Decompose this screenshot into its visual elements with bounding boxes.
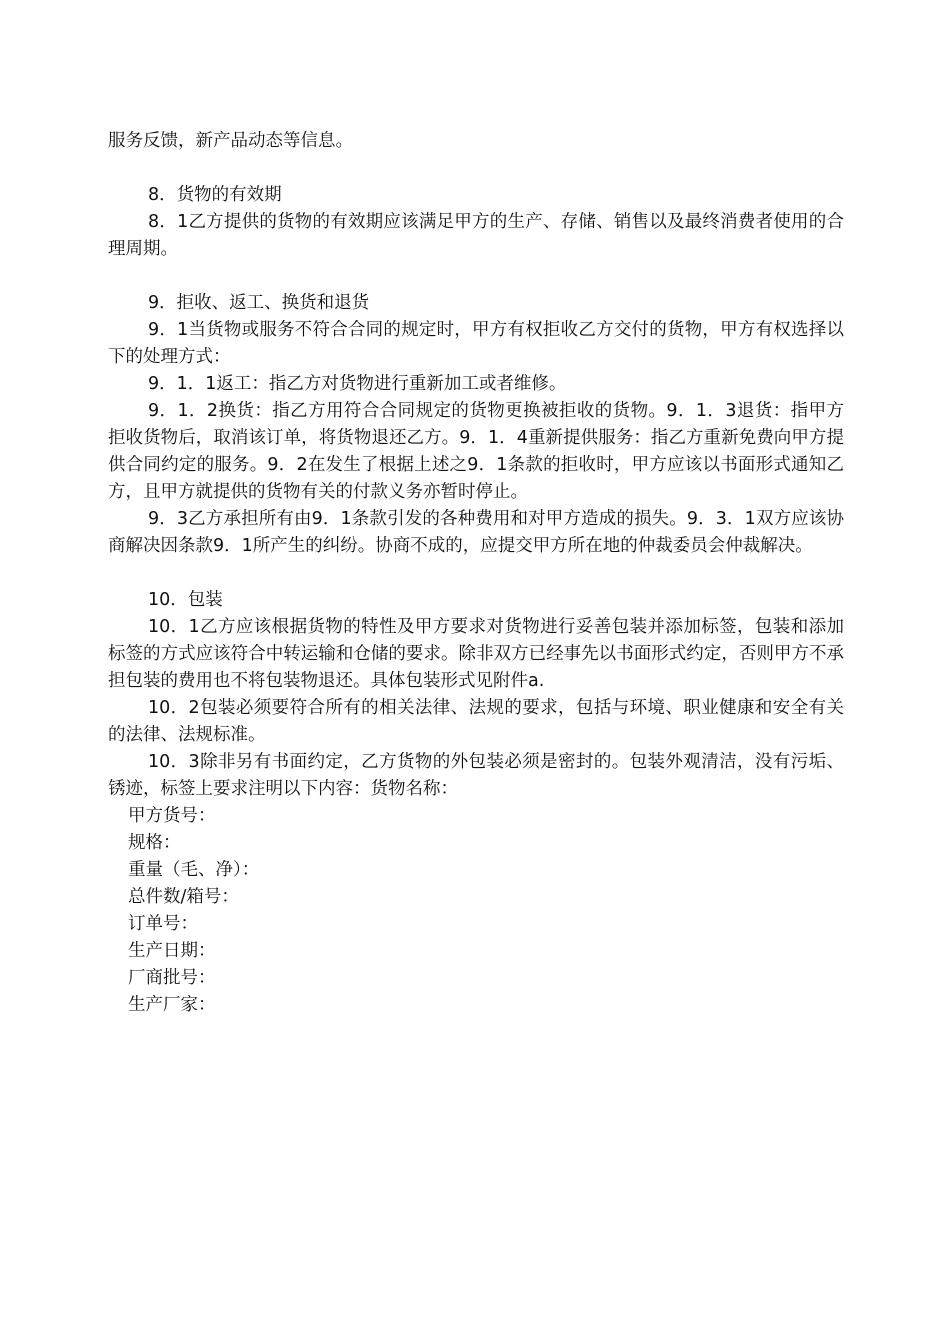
clause-9-1-1: 9．1．1返工：指乙方对货物进行重新加工或者维修。	[148, 374, 567, 394]
label-field-item: 厂商批号：	[128, 968, 216, 988]
label-field-item: 生产日期：	[128, 941, 216, 961]
clause-10-3: 10．3除非另有书面约定，乙方货物的外包装必须是密封的。包装外观清洁，没有污垢、锈迹，标签上要求注明以下内容：货物名称：	[108, 752, 844, 799]
clause-9-1: 9．1当货物或服务不符合合同的规定时，甲方有权拒收乙方交付的货物，甲方有权选择以下的处理方式：	[108, 320, 844, 367]
paragraph-spacer	[108, 155, 844, 182]
clause-9-3: 9．3乙方承担所有由9．1条款引发的各种费用和对甲方造成的损失。9．3．1双方应该协商解决因条款9．1所产生的纠纷。协商不成的，应提交甲方所在地的仲裁委员会仲裁解决。	[108, 509, 844, 556]
label-field-item: 规格：	[128, 833, 181, 853]
label-field-item: 生产厂家：	[128, 995, 216, 1015]
clause-10-2: 10．2包装必须要符合所有的相关法律、法规的要求，包括与环境、职业健康和安全有关的法律、法规标准。	[108, 698, 844, 745]
label-field-item: 重量（毛、净）：	[128, 860, 260, 880]
label-field-item: 甲方货号：	[128, 806, 216, 826]
clause-10-1: 10．1乙方应该根据货物的特性及甲方要求对货物进行妥善包装并添加标签，包装和添加标签的方式应该符合中转运输和仓储的要求。除非双方已经事先以书面形式约定，否则甲方不承担包装的费用也不将包装物退还。具体包装形式见附件a.	[108, 617, 844, 691]
paragraph-spacer	[108, 560, 844, 587]
section-9-heading: 9．拒收、返工、换货和退货	[148, 293, 370, 313]
label-field-item: 订单号：	[128, 914, 198, 934]
document-page	[108, 128, 844, 1019]
section-10-heading: 10．包装	[148, 590, 223, 610]
section-8-heading: 8．货物的有效期	[148, 185, 282, 205]
clause-9-1-2: 9．1．2换货：指乙方用符合合同规定的货物更换被拒收的货物。9．1．3退货：指甲方拒收货物后，取消该订单，将货物退还乙方。9．1．4重新提供服务：指乙方重新免费向甲方提供合同约定的服务。9．2在发生了根据上述之9．1条款的拒收时，甲方应该以书面形式通知乙方，且甲方就提供的货物有关的付款义务亦暂时停止。	[108, 401, 844, 502]
label-field-item: 总件数/箱号：	[128, 887, 239, 907]
lead-paragraph: 服务反馈，新产品动态等信息。	[108, 131, 353, 151]
paragraph-spacer	[108, 263, 844, 290]
clause-8-1: 8．1乙方提供的货物的有效期应该满足甲方的生产、存储、销售以及最终消费者使用的合理周期。	[108, 212, 844, 259]
